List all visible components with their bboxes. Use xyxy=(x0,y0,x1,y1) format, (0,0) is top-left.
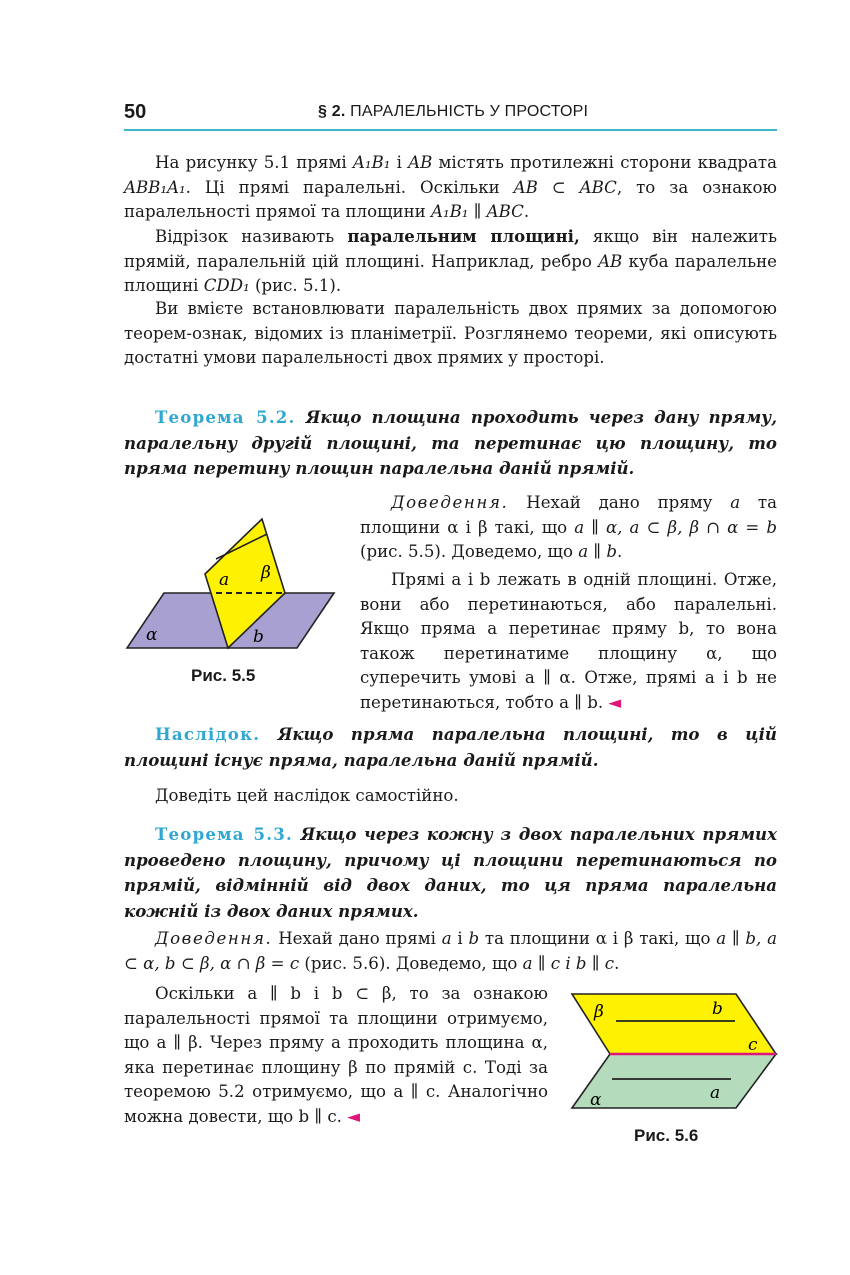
plane-alpha-shape xyxy=(572,1054,776,1108)
label-c: c xyxy=(748,1035,758,1055)
figure-5-5 xyxy=(124,512,344,657)
paragraph-1: На рисунку 5.1 прямі A₁B₁ і AB містять протилежні сторони квадрата ABB₁A₁. Ці прямі паралельні. Оскільки AB ⊂ ABC, то за ознакою паралельності прямої та площини A₁B₁ ∥ ABC. xyxy=(124,153,778,221)
caption-fig-5-6: Рис. 5.6 xyxy=(634,1126,699,1145)
label-b: b xyxy=(712,999,723,1019)
label-beta: β xyxy=(594,1002,604,1022)
section-mark: § 2. xyxy=(318,103,346,120)
figure-5-6 xyxy=(568,990,782,1114)
paragraph-3: Ви вмієте встановлювати паралельність двох прямих за допомогою теорем-ознак, відомих із планіметрії. Розглянемо теореми, які описують достатні умови паралельності двох прямих у просторі. xyxy=(124,299,777,367)
theorem-5-3: Теорема 5.3. Якщо через кожну з двох паралельних прямих проведено площину, причому ці площини перетинаються по прямій, відмінній від двох даних, то ця пряма паралельна кожній із двох даних прямих. xyxy=(124,824,778,921)
paragraph-2: Відрізок називають паралельним площині, якщо він належить прямій, паралельній цій площині. Наприклад, ребро AB куба паралельне площині CDD₁ (рис. 5.1). xyxy=(124,226,777,295)
section-title: ПАРАЛЕЛЬНІСТЬ У ПРОСТОРІ xyxy=(350,103,589,120)
label-a: a xyxy=(710,1083,721,1103)
caption-fig-5-5: Рис. 5.5 xyxy=(191,666,256,685)
theorem-5-2: Теорема 5.2. Якщо площина проходить через дану пряму, паралельну другій площині, та перетинає цю площину, то пряма перетину площин паралельна даній прямій. xyxy=(124,407,777,478)
label-beta: β xyxy=(261,563,271,583)
running-header xyxy=(318,103,588,121)
proof-5-3: Доведення. Нехай дано прямі a і b та площини α і β такі, що a ∥ b, a ⊂ α, b ⊂ β, α ∩ β = c (рис. 5.6). Доведемо, що a ∥ c і b ∥ c. xyxy=(124,929,777,973)
proof-5-3-body: Оскільки a ∥ b і b ⊂ β, то за ознакою паралельності прямої та площини отримуємо, що a ∥ β. Через пряму a проходить площина α, яка перетинає площину β по прямій c. Тоді за теоремою 5.2 отримуємо, що a ∥ c. Аналогічно можна довести, що b ∥ c. ◄ xyxy=(124,984,548,1126)
header-rule xyxy=(124,129,777,131)
page-number: 50 xyxy=(124,101,147,123)
label-b: b xyxy=(253,627,264,647)
corollary: Наслідок. Якщо пряма паралельна площині, то в цій площині існує пряма, паралельна даній прямій. xyxy=(124,724,777,770)
end-of-proof-icon: ◄ xyxy=(608,692,622,712)
end-of-proof-icon: ◄ xyxy=(347,1106,360,1126)
label-alpha: α xyxy=(146,625,158,645)
label-alpha: α xyxy=(590,1090,602,1110)
label-a: a xyxy=(219,570,230,590)
proof-5-2: Доведення. Нехай дано пряму a та площини α і β такі, що a ∥ α, a ⊂ β, β ∩ α = b (рис. 5.5). Доведемо, що a ∥ b. xyxy=(360,493,777,561)
corollary-task: Доведіть цей наслідок самостійно. xyxy=(155,786,459,805)
proof-5-2-body: Прямі a і b лежать в одній площині. Отже, вони або перетинаються, або паралельні. Якщо пряма a перетинає пряму b, то вона також перетинатиме площину α, що суперечить умові a ∥ α. Отже, прямі a і b не перетинаються, тобто a ∥ b. ◄ xyxy=(360,570,777,712)
